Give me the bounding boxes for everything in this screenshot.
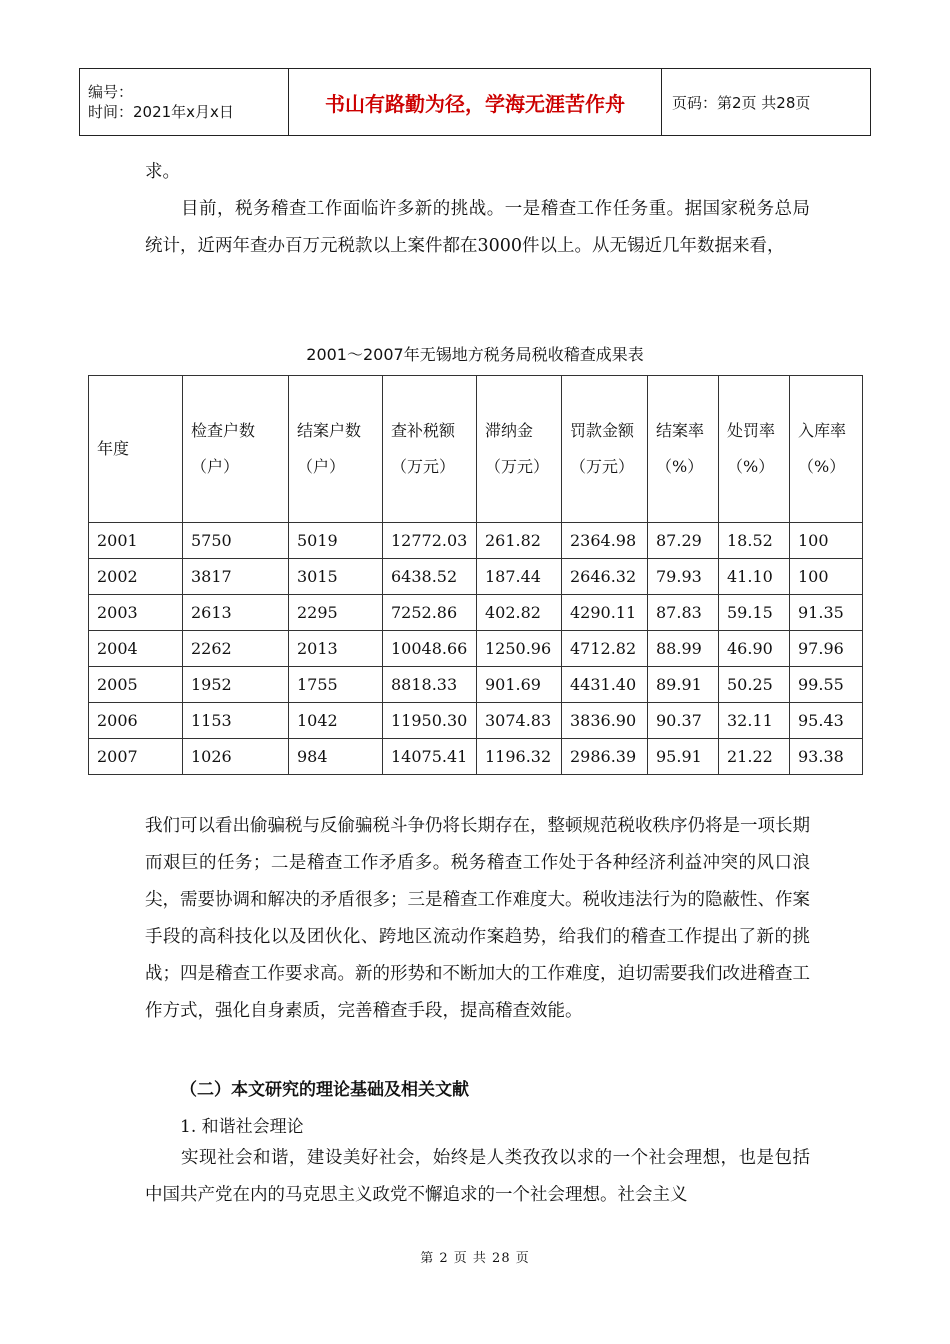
table-row xyxy=(89,523,863,559)
paragraph-2: 目前，税务稽查工作面临许多新的挑战。一是稽查工作任务重。据国家税务总局统计，近两年查办百万元税款以上案件都在3000件以上。从无锡近几年数据来看， xyxy=(145,199,810,256)
table-cell: 2295 xyxy=(289,595,383,631)
column-header xyxy=(790,376,863,523)
column-name: 入库率 xyxy=(798,421,847,440)
table-cell: 2004 xyxy=(89,631,183,667)
table-cell: 12772.03 xyxy=(383,523,477,559)
table-cell: 2001 xyxy=(89,523,183,559)
column-name: 年度 xyxy=(97,439,130,458)
table-row xyxy=(89,739,863,775)
table-cell: 88.99 xyxy=(648,631,719,667)
table-cell: 984 xyxy=(289,739,383,775)
header-page-info: 页码：第2页 共28页 xyxy=(662,69,871,136)
table-cell: 2005 xyxy=(89,667,183,703)
table-cell: 95.91 xyxy=(648,739,719,775)
column-unit: （万元） xyxy=(391,457,456,476)
table-row xyxy=(89,667,863,703)
table-cell: 4712.82 xyxy=(562,631,648,667)
table-cell: 3074.83 xyxy=(477,703,562,739)
column-name: 滞纳金 xyxy=(485,421,534,440)
table-cell: 10048.66 xyxy=(383,631,477,667)
table-cell: 3817 xyxy=(183,559,289,595)
table-cell: 1153 xyxy=(183,703,289,739)
table-cell: 99.55 xyxy=(790,667,863,703)
table-cell: 3836.90 xyxy=(562,703,648,739)
column-header xyxy=(183,376,289,523)
table-cell: 90.37 xyxy=(648,703,719,739)
table-cell: 14075.41 xyxy=(383,739,477,775)
table-cell: 1042 xyxy=(289,703,383,739)
column-unit: （%） xyxy=(656,457,704,476)
column-header xyxy=(289,376,383,523)
table-cell: 5750 xyxy=(183,523,289,559)
table-cell: 100 xyxy=(790,559,863,595)
table-cell: 3015 xyxy=(289,559,383,595)
table-cell: 32.11 xyxy=(719,703,790,739)
column-unit: （万元） xyxy=(570,457,635,476)
table-cell: 97.96 xyxy=(790,631,863,667)
table-cell: 1952 xyxy=(183,667,289,703)
table-cell: 89.91 xyxy=(648,667,719,703)
column-header xyxy=(477,376,562,523)
column-name: 查补税额 xyxy=(391,421,456,440)
table-cell: 46.90 xyxy=(719,631,790,667)
table-body xyxy=(89,523,863,775)
table-cell: 4431.40 xyxy=(562,667,648,703)
column-header xyxy=(562,376,648,523)
table-cell: 2003 xyxy=(89,595,183,631)
table-cell: 18.52 xyxy=(719,523,790,559)
page-footer: 第 2 页 共 28 页 xyxy=(420,1251,530,1266)
table-cell: 2613 xyxy=(183,595,289,631)
column-name: 检查户数 xyxy=(191,421,256,440)
table-cell: 2262 xyxy=(183,631,289,667)
table-cell: 2013 xyxy=(289,631,383,667)
column-unit: （户） xyxy=(297,457,346,476)
table-cell: 21.22 xyxy=(719,739,790,775)
table-title: 2001～2007年无锡地方税务局税收稽查成果表 xyxy=(306,345,644,364)
table-cell: 261.82 xyxy=(477,523,562,559)
table-cell: 2646.32 xyxy=(562,559,648,595)
table-cell: 1755 xyxy=(289,667,383,703)
table-cell: 91.35 xyxy=(790,595,863,631)
tax-audit-table xyxy=(88,375,863,775)
paragraph-3: 我们可以看出偷骗税与反偷骗税斗争仍将长期存在，整顿规范税收秩序仍将是一项长期而艰巨的任务；二是稽查工作矛盾多。税务稽查工作处于各种经济利益冲突的风口浪尖，需要协调和解决的矛盾很多；三是稽查工作难度大。税收违法行为的隐蔽性、作案手段的高科技化以及团伙化、跨地区流动作案趋势，给我们的稽查工作提出了新的挑战；四是稽查工作要求高。新的形势和不断加大的工作难度，迫切需要我们改进稽查工作方式，强化自身素质，完善稽查手段，提高稽查效能。 xyxy=(145,816,810,1021)
table-cell: 11950.30 xyxy=(383,703,477,739)
column-name: 罚款金额 xyxy=(570,421,635,440)
table-cell: 100 xyxy=(790,523,863,559)
paragraph-4: 实现社会和谐，建设美好社会，始终是人类孜孜以求的一个社会理想，也是包括中国共产党在内的马克思主义政党不懈追求的一个社会理想。社会主义 xyxy=(145,1148,810,1205)
table-cell: 7252.86 xyxy=(383,595,477,631)
table-cell: 402.82 xyxy=(477,595,562,631)
table-row xyxy=(89,703,863,739)
subsection-heading: 1. 和谐社会理论 xyxy=(180,1117,304,1137)
table-cell: 2002 xyxy=(89,559,183,595)
table-cell: 59.15 xyxy=(719,595,790,631)
column-unit: （户） xyxy=(191,457,240,476)
column-header xyxy=(89,376,183,523)
table-cell: 41.10 xyxy=(719,559,790,595)
document-header xyxy=(79,68,871,136)
column-unit: （%） xyxy=(798,457,846,476)
table-cell: 901.69 xyxy=(477,667,562,703)
table-cell: 79.93 xyxy=(648,559,719,595)
table-cell: 5019 xyxy=(289,523,383,559)
column-name: 结案户数 xyxy=(297,421,362,440)
header-motto: 书山有路勤为径，学海无涯苦作舟 xyxy=(289,69,662,136)
table-cell: 87.29 xyxy=(648,523,719,559)
column-unit: （万元） xyxy=(485,457,550,476)
paragraph-1: 求。 xyxy=(145,162,180,182)
table-cell: 187.44 xyxy=(477,559,562,595)
column-unit: （%） xyxy=(727,457,775,476)
section-heading: （二）本文研究的理论基础及相关文献 xyxy=(180,1080,469,1100)
table-row xyxy=(89,559,863,595)
table-cell: 50.25 xyxy=(719,667,790,703)
table-cell: 2007 xyxy=(89,739,183,775)
table-cell: 2364.98 xyxy=(562,523,648,559)
table-header-row xyxy=(89,376,863,523)
column-header xyxy=(719,376,790,523)
column-header xyxy=(383,376,477,523)
header-meta xyxy=(80,69,289,136)
table-cell: 93.38 xyxy=(790,739,863,775)
table-cell: 1196.32 xyxy=(477,739,562,775)
table-cell: 1026 xyxy=(183,739,289,775)
table-row xyxy=(89,595,863,631)
table-cell: 1250.96 xyxy=(477,631,562,667)
column-name: 处罚率 xyxy=(727,421,776,440)
column-header xyxy=(648,376,719,523)
table-cell: 6438.52 xyxy=(383,559,477,595)
table-cell: 87.83 xyxy=(648,595,719,631)
date-label: 时间：2021年x月x日 xyxy=(88,103,234,121)
table-cell: 2006 xyxy=(89,703,183,739)
table-cell: 2986.39 xyxy=(562,739,648,775)
table-row xyxy=(89,631,863,667)
column-name: 结案率 xyxy=(656,421,705,440)
table-cell: 95.43 xyxy=(790,703,863,739)
table-cell: 8818.33 xyxy=(383,667,477,703)
table-cell: 4290.11 xyxy=(562,595,648,631)
number-label: 编号： xyxy=(88,83,134,101)
